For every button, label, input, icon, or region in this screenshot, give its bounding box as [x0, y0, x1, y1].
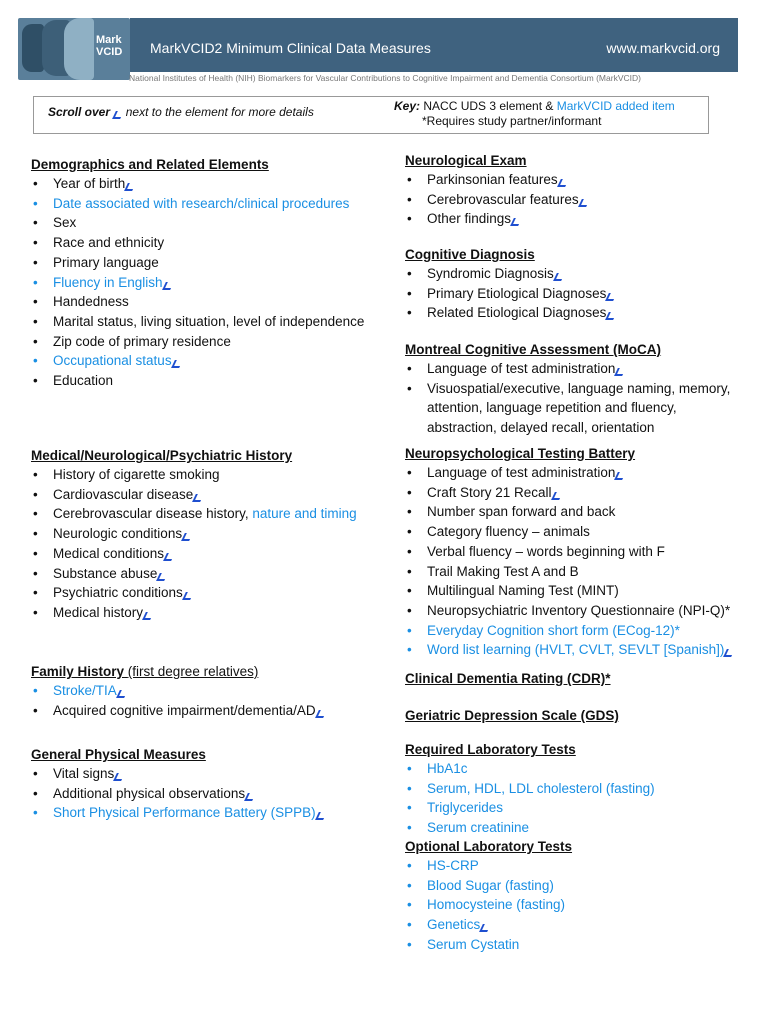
list-item: • Everyday Cognition short form (ECog-12)*	[405, 621, 765, 641]
list-item: • Date associated with research/clinical procedures	[31, 194, 391, 214]
site-url[interactable]: www.markvcid.org	[606, 40, 720, 56]
list-item: • Syndromic Diagnosis	[405, 264, 755, 284]
item-list	[31, 174, 391, 391]
detail-marker-icon[interactable]	[605, 293, 617, 301]
list-item: • Fluency in English	[31, 273, 391, 293]
list-item: • Handedness	[31, 292, 391, 312]
list-item: • Primary Etiological Diagnoses	[405, 284, 755, 304]
detail-marker-icon[interactable]	[181, 533, 193, 541]
section-heading: Optional Laboratory Tests	[405, 839, 573, 854]
list-item: • Number span forward and back	[405, 502, 765, 522]
section-heading: Cognitive Diagnosis	[405, 247, 535, 262]
section-heading: Neurological Exam	[405, 153, 527, 168]
section-neuropsych-battery	[405, 446, 765, 660]
section-required-labs	[405, 742, 755, 838]
detail-marker-icon[interactable]	[551, 492, 563, 500]
detail-marker-icon[interactable]	[113, 111, 125, 119]
list-item: • Vital signs	[31, 764, 391, 784]
detail-marker-icon[interactable]	[162, 282, 174, 290]
section-heading: Montreal Cognitive Assessment (MoCA)	[405, 342, 662, 357]
list-item: • Marital status, living situation, level of independence	[31, 312, 391, 332]
section-heading: Medical/Neurological/Psychiatric History	[31, 448, 293, 463]
list-item: • Additional physical observations	[31, 784, 391, 804]
list-item: • Serum, HDL, LDL cholesterol (fasting)	[405, 779, 755, 799]
detail-marker-icon[interactable]	[192, 494, 204, 502]
list-item: • Verbal fluency – words beginning with F	[405, 542, 765, 562]
list-item: • Cerebrovascular disease history, nature and timing	[31, 504, 391, 524]
list-item: • Neuropsychiatric Inventory Questionnaire (NPI-Q)*	[405, 601, 765, 621]
markvcid-logo: Mark VCID	[18, 18, 130, 80]
section-moca	[405, 342, 750, 438]
item-list	[405, 264, 755, 323]
page-title: MarkVCID2 Minimum Clinical Data Measures	[150, 40, 431, 56]
section-neurological-exam	[405, 153, 755, 229]
legend-key: Key: NACC UDS 3 element & MarkVCID added item *Requires study partner/informant	[394, 99, 675, 128]
detail-marker-icon[interactable]	[156, 573, 168, 581]
detail-marker-icon[interactable]	[553, 273, 565, 281]
section-heading: Clinical Dementia Rating (CDR)*	[405, 671, 611, 686]
list-item: • Parkinsonian features	[405, 170, 755, 190]
key-box	[33, 96, 709, 134]
detail-marker-icon[interactable]	[510, 218, 522, 226]
list-item: • Race and ethnicity	[31, 233, 391, 253]
detail-marker-icon[interactable]	[615, 472, 627, 480]
item-list	[31, 465, 391, 623]
list-item: • Language of test administration	[405, 359, 750, 379]
list-item: • Year of birth	[31, 174, 391, 194]
section-demographics	[31, 157, 391, 391]
list-item: • Other findings	[405, 209, 755, 229]
list-item: • Medical conditions	[31, 544, 391, 564]
page-header	[0, 0, 770, 86]
list-item: • Education	[31, 371, 391, 391]
list-item: • Primary language	[31, 253, 391, 273]
list-item: • Substance abuse	[31, 564, 391, 584]
list-item: • Triglycerides	[405, 798, 755, 818]
section-heading: Neuropsychological Testing Battery	[405, 446, 636, 461]
list-item: • Serum Cystatin	[405, 935, 755, 955]
list-item: • Trail Making Test A and B	[405, 562, 765, 582]
section-heading: Required Laboratory Tests	[405, 742, 576, 757]
list-item: • Multilingual Naming Test (MINT)	[405, 581, 765, 601]
section-heading: Family History (first degree relatives)	[31, 664, 259, 679]
list-item: • Cerebrovascular features	[405, 190, 755, 210]
detail-marker-icon[interactable]	[724, 649, 736, 657]
section-family-history	[31, 664, 391, 720]
list-item: • Sex	[31, 213, 391, 233]
list-item: • Word list learning (HVLT, CVLT, SEVLT [Spanish])	[405, 640, 765, 660]
list-item: • Category fluency – animals	[405, 522, 765, 542]
list-item: • History of cigarette smoking	[31, 465, 391, 485]
detail-marker-icon[interactable]	[315, 710, 327, 718]
item-list	[31, 681, 391, 720]
item-list	[31, 764, 391, 823]
detail-marker-icon[interactable]	[244, 793, 256, 801]
detail-marker-icon[interactable]	[163, 553, 175, 561]
list-item: • Stroke/TIA	[31, 681, 391, 701]
list-item: • Genetics	[405, 915, 755, 935]
list-item: • Visuospatial/executive, language naming, memory, attention, language repetition and fluency, abstraction, delayed recall, orientation	[405, 379, 750, 438]
list-item: • Medical history	[31, 603, 391, 623]
list-item: • Zip code of primary residence	[31, 332, 391, 352]
consortium-line: National Institutes of Health (NIH) Biomarkers for Vascular Contributions to Cognitive Impairment and Dementia Consortium (MarkVCID)	[129, 73, 641, 83]
detail-marker-icon[interactable]	[315, 812, 327, 820]
list-item: • Related Etiological Diagnoses	[405, 303, 755, 323]
scroll-hint: Scroll over next to the element for more details	[48, 105, 314, 119]
item-list	[405, 170, 755, 229]
detail-marker-icon[interactable]	[113, 773, 125, 781]
section-cdr	[405, 671, 755, 688]
section-heading: General Physical Measures	[31, 747, 206, 762]
section-cognitive-diagnosis	[405, 247, 755, 323]
section-medical-history	[31, 448, 391, 623]
list-item: • Psychiatric conditions	[31, 583, 391, 603]
list-item: • Language of test administration	[405, 463, 765, 483]
detail-marker-icon[interactable]	[578, 199, 590, 207]
detail-marker-icon[interactable]	[171, 360, 183, 368]
item-list	[405, 463, 765, 660]
list-item: • Blood Sugar (fasting)	[405, 876, 755, 896]
section-physical-measures	[31, 747, 391, 823]
item-list	[405, 359, 750, 438]
title-banner	[130, 18, 738, 72]
list-item: • Cardiovascular disease	[31, 485, 391, 505]
section-gds	[405, 708, 755, 725]
list-item: • Occupational status	[31, 351, 391, 371]
section-heading: Demographics and Related Elements	[31, 157, 269, 172]
detail-marker-icon[interactable]	[116, 690, 128, 698]
detail-marker-icon[interactable]	[605, 312, 617, 320]
detail-marker-icon[interactable]	[479, 924, 491, 932]
list-item: • Neurologic conditions	[31, 524, 391, 544]
section-optional-labs	[405, 839, 755, 955]
list-item: • Serum creatinine	[405, 818, 755, 838]
detail-marker-icon[interactable]	[142, 612, 154, 620]
detail-marker-icon[interactable]	[182, 592, 194, 600]
detail-marker-icon[interactable]	[557, 179, 569, 187]
list-item: • Craft Story 21 Recall	[405, 483, 765, 503]
item-list	[405, 759, 755, 838]
list-item: • Homocysteine (fasting)	[405, 895, 755, 915]
list-item: • Acquired cognitive impairment/dementia/AD	[31, 701, 391, 721]
item-list	[405, 856, 755, 955]
list-item: • HbA1c	[405, 759, 755, 779]
detail-marker-icon[interactable]	[615, 368, 627, 376]
section-heading: Geriatric Depression Scale (GDS)	[405, 708, 619, 723]
list-item: • Short Physical Performance Battery (SPPB)	[31, 803, 391, 823]
list-item: • HS-CRP	[405, 856, 755, 876]
detail-marker-icon[interactable]	[124, 183, 136, 191]
